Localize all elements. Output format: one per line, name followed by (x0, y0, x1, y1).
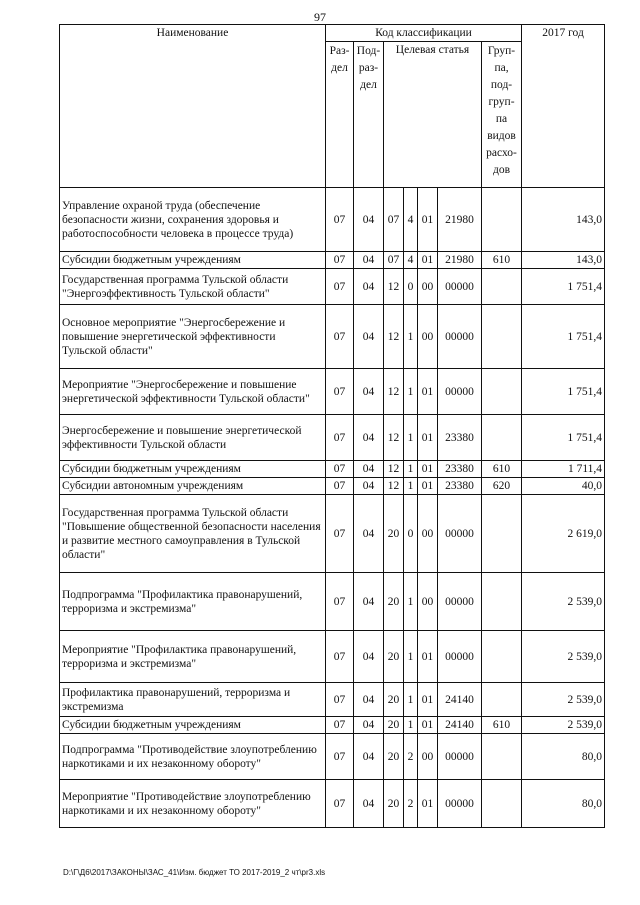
cell-b: 1 (404, 369, 418, 415)
cell-val: 1 751,4 (522, 305, 605, 369)
cell-sub: 04 (354, 269, 384, 305)
cell-name: Субсидии бюджетным учреждениям (60, 717, 326, 734)
cell-sub: 04 (354, 495, 384, 573)
cell-sub: 04 (354, 734, 384, 780)
cell-name: Основное мероприятие "Энергосбережение и повышение энергетической эффективности Тульской области" (60, 305, 326, 369)
cell-d: 00000 (438, 780, 482, 828)
cell-name: Государственная программа Тульской области "Энергоэффективность Тульской области" (60, 269, 326, 305)
cell-sec: 07 (326, 305, 354, 369)
cell-sub: 04 (354, 415, 384, 461)
cell-b: 2 (404, 734, 418, 780)
cell-val: 1 751,4 (522, 415, 605, 461)
cell-val: 80,0 (522, 734, 605, 780)
table-row (60, 573, 605, 631)
cell-sec: 07 (326, 683, 354, 717)
cell-sub: 04 (354, 478, 384, 495)
cell-sec: 07 (326, 717, 354, 734)
cell-a: 07 (384, 252, 404, 269)
cell-sub: 04 (354, 573, 384, 631)
table-row (60, 252, 605, 269)
table-row (60, 780, 605, 828)
cell-sec: 07 (326, 780, 354, 828)
cell-a: 12 (384, 269, 404, 305)
table-row (60, 478, 605, 495)
cell-sec: 07 (326, 415, 354, 461)
cell-grp (482, 369, 522, 415)
cell-name: Субсидии автономным учреждениям (60, 478, 326, 495)
cell-name: Мероприятие "Профилактика правонарушений, терроризма и экстремизма" (60, 631, 326, 683)
cell-c: 01 (418, 717, 438, 734)
cell-name: Мероприятие "Энергосбережение и повышение энергетической эффективности Тульской области" (60, 369, 326, 415)
cell-grp: 610 (482, 252, 522, 269)
col-header-subsection: Под- раз- дел (354, 42, 384, 188)
cell-c: 01 (418, 461, 438, 478)
cell-grp: 610 (482, 461, 522, 478)
cell-a: 12 (384, 415, 404, 461)
cell-d: 21980 (438, 188, 482, 252)
cell-c: 01 (418, 188, 438, 252)
cell-val: 143,0 (522, 188, 605, 252)
cell-d: 00000 (438, 269, 482, 305)
cell-sub: 04 (354, 461, 384, 478)
cell-val: 2 539,0 (522, 573, 605, 631)
cell-name: Подпрограмма "Противодействие злоупотреблению наркотиками и их незаконному обороту" (60, 734, 326, 780)
cell-d: 00000 (438, 305, 482, 369)
cell-c: 01 (418, 252, 438, 269)
table-row (60, 305, 605, 369)
cell-b: 1 (404, 415, 418, 461)
cell-b: 1 (404, 683, 418, 717)
cell-a: 20 (384, 734, 404, 780)
cell-b: 1 (404, 305, 418, 369)
table-body (60, 188, 605, 828)
cell-val: 80,0 (522, 780, 605, 828)
cell-c: 00 (418, 734, 438, 780)
cell-val: 1 711,4 (522, 461, 605, 478)
cell-c: 00 (418, 495, 438, 573)
cell-val: 40,0 (522, 478, 605, 495)
cell-a: 20 (384, 495, 404, 573)
cell-d: 00000 (438, 495, 482, 573)
cell-b: 4 (404, 188, 418, 252)
table-row (60, 461, 605, 478)
col-header-name: Наименование (60, 25, 326, 188)
table-row (60, 269, 605, 305)
cell-sec: 07 (326, 252, 354, 269)
cell-b: 1 (404, 631, 418, 683)
cell-grp (482, 780, 522, 828)
cell-a: 12 (384, 461, 404, 478)
cell-a: 20 (384, 573, 404, 631)
cell-d: 23380 (438, 478, 482, 495)
cell-sec: 07 (326, 461, 354, 478)
cell-val: 2 539,0 (522, 683, 605, 717)
cell-grp: 620 (482, 478, 522, 495)
cell-sub: 04 (354, 631, 384, 683)
cell-grp (482, 415, 522, 461)
cell-val: 1 751,4 (522, 269, 605, 305)
cell-a: 12 (384, 478, 404, 495)
cell-c: 01 (418, 631, 438, 683)
cell-a: 20 (384, 683, 404, 717)
cell-d: 00000 (438, 631, 482, 683)
cell-d: 24140 (438, 717, 482, 734)
cell-d: 24140 (438, 683, 482, 717)
cell-grp (482, 573, 522, 631)
cell-grp (482, 734, 522, 780)
header-row-top (60, 25, 605, 42)
col-header-section: Раз- дел (326, 42, 354, 188)
cell-sec: 07 (326, 631, 354, 683)
cell-c: 01 (418, 683, 438, 717)
cell-name: Энергосбережение и повышение энергетической эффективности Тульской области (60, 415, 326, 461)
cell-grp: 610 (482, 717, 522, 734)
cell-val: 2 539,0 (522, 717, 605, 734)
table-row (60, 415, 605, 461)
table-row (60, 495, 605, 573)
page-number: 97 (314, 10, 326, 24)
cell-name: Государственная программа Тульской области "Повышение общественной безопасности населения и развитие местного самоуправления в Тульской области" (60, 495, 326, 573)
cell-name: Управление охраной труда (обеспечение безопасности жизни, сохранения здоровья и работоспособности человека в процессе труда) (60, 188, 326, 252)
cell-sub: 04 (354, 717, 384, 734)
cell-d: 23380 (438, 461, 482, 478)
table-row (60, 188, 605, 252)
cell-b: 2 (404, 780, 418, 828)
cell-c: 00 (418, 305, 438, 369)
cell-c: 01 (418, 478, 438, 495)
col-header-code: Код классификации (326, 25, 522, 42)
table-row (60, 631, 605, 683)
cell-c: 00 (418, 573, 438, 631)
cell-grp (482, 631, 522, 683)
cell-val: 1 751,4 (522, 369, 605, 415)
cell-grp (482, 305, 522, 369)
budget-table (59, 24, 605, 828)
cell-sub: 04 (354, 683, 384, 717)
cell-grp (482, 188, 522, 252)
cell-c: 00 (418, 269, 438, 305)
cell-b: 1 (404, 478, 418, 495)
cell-c: 01 (418, 369, 438, 415)
table-row (60, 717, 605, 734)
cell-a: 20 (384, 631, 404, 683)
cell-grp (482, 495, 522, 573)
cell-sub: 04 (354, 305, 384, 369)
table-row (60, 683, 605, 717)
table-row (60, 734, 605, 780)
cell-b: 4 (404, 252, 418, 269)
cell-a: 20 (384, 717, 404, 734)
cell-a: 07 (384, 188, 404, 252)
col-header-year: 2017 год (522, 25, 605, 188)
cell-c: 01 (418, 415, 438, 461)
cell-d: 00000 (438, 573, 482, 631)
cell-a: 12 (384, 305, 404, 369)
col-header-group: Груп- па, под- груп- па видов расхо- дов (482, 42, 522, 188)
cell-grp (482, 683, 522, 717)
cell-name: Субсидии бюджетным учреждениям (60, 461, 326, 478)
footer-file-path: D:\Г\Д6\2017\ЗАКОНЫ\ЗАС_41\Изм. бюджет ТО 2017-2019_2 чт\pr3.xls (63, 868, 326, 877)
cell-name: Подпрограмма "Профилактика правонарушений, терроризма и экстремизма" (60, 573, 326, 631)
cell-b: 1 (404, 461, 418, 478)
cell-a: 20 (384, 780, 404, 828)
cell-name: Профилактика правонарушений, терроризма и экстремизма (60, 683, 326, 717)
cell-sec: 07 (326, 573, 354, 631)
cell-sec: 07 (326, 478, 354, 495)
cell-sec: 07 (326, 269, 354, 305)
cell-grp (482, 269, 522, 305)
cell-sub: 04 (354, 369, 384, 415)
cell-val: 143,0 (522, 252, 605, 269)
cell-d: 21980 (438, 252, 482, 269)
cell-sec: 07 (326, 495, 354, 573)
cell-sub: 04 (354, 780, 384, 828)
cell-d: 00000 (438, 369, 482, 415)
cell-val: 2 619,0 (522, 495, 605, 573)
cell-b: 1 (404, 573, 418, 631)
cell-b: 1 (404, 717, 418, 734)
cell-sec: 07 (326, 734, 354, 780)
col-header-target: Целевая статья (384, 42, 482, 188)
cell-sub: 04 (354, 252, 384, 269)
cell-sub: 04 (354, 188, 384, 252)
cell-b: 0 (404, 495, 418, 573)
cell-b: 0 (404, 269, 418, 305)
cell-d: 23380 (438, 415, 482, 461)
cell-d: 00000 (438, 734, 482, 780)
cell-val: 2 539,0 (522, 631, 605, 683)
cell-a: 12 (384, 369, 404, 415)
cell-name: Мероприятие "Противодействие злоупотреблению наркотиками и их незаконному обороту" (60, 780, 326, 828)
cell-sec: 07 (326, 188, 354, 252)
table-row (60, 369, 605, 415)
cell-name: Субсидии бюджетным учреждениям (60, 252, 326, 269)
cell-sec: 07 (326, 369, 354, 415)
cell-c: 01 (418, 780, 438, 828)
